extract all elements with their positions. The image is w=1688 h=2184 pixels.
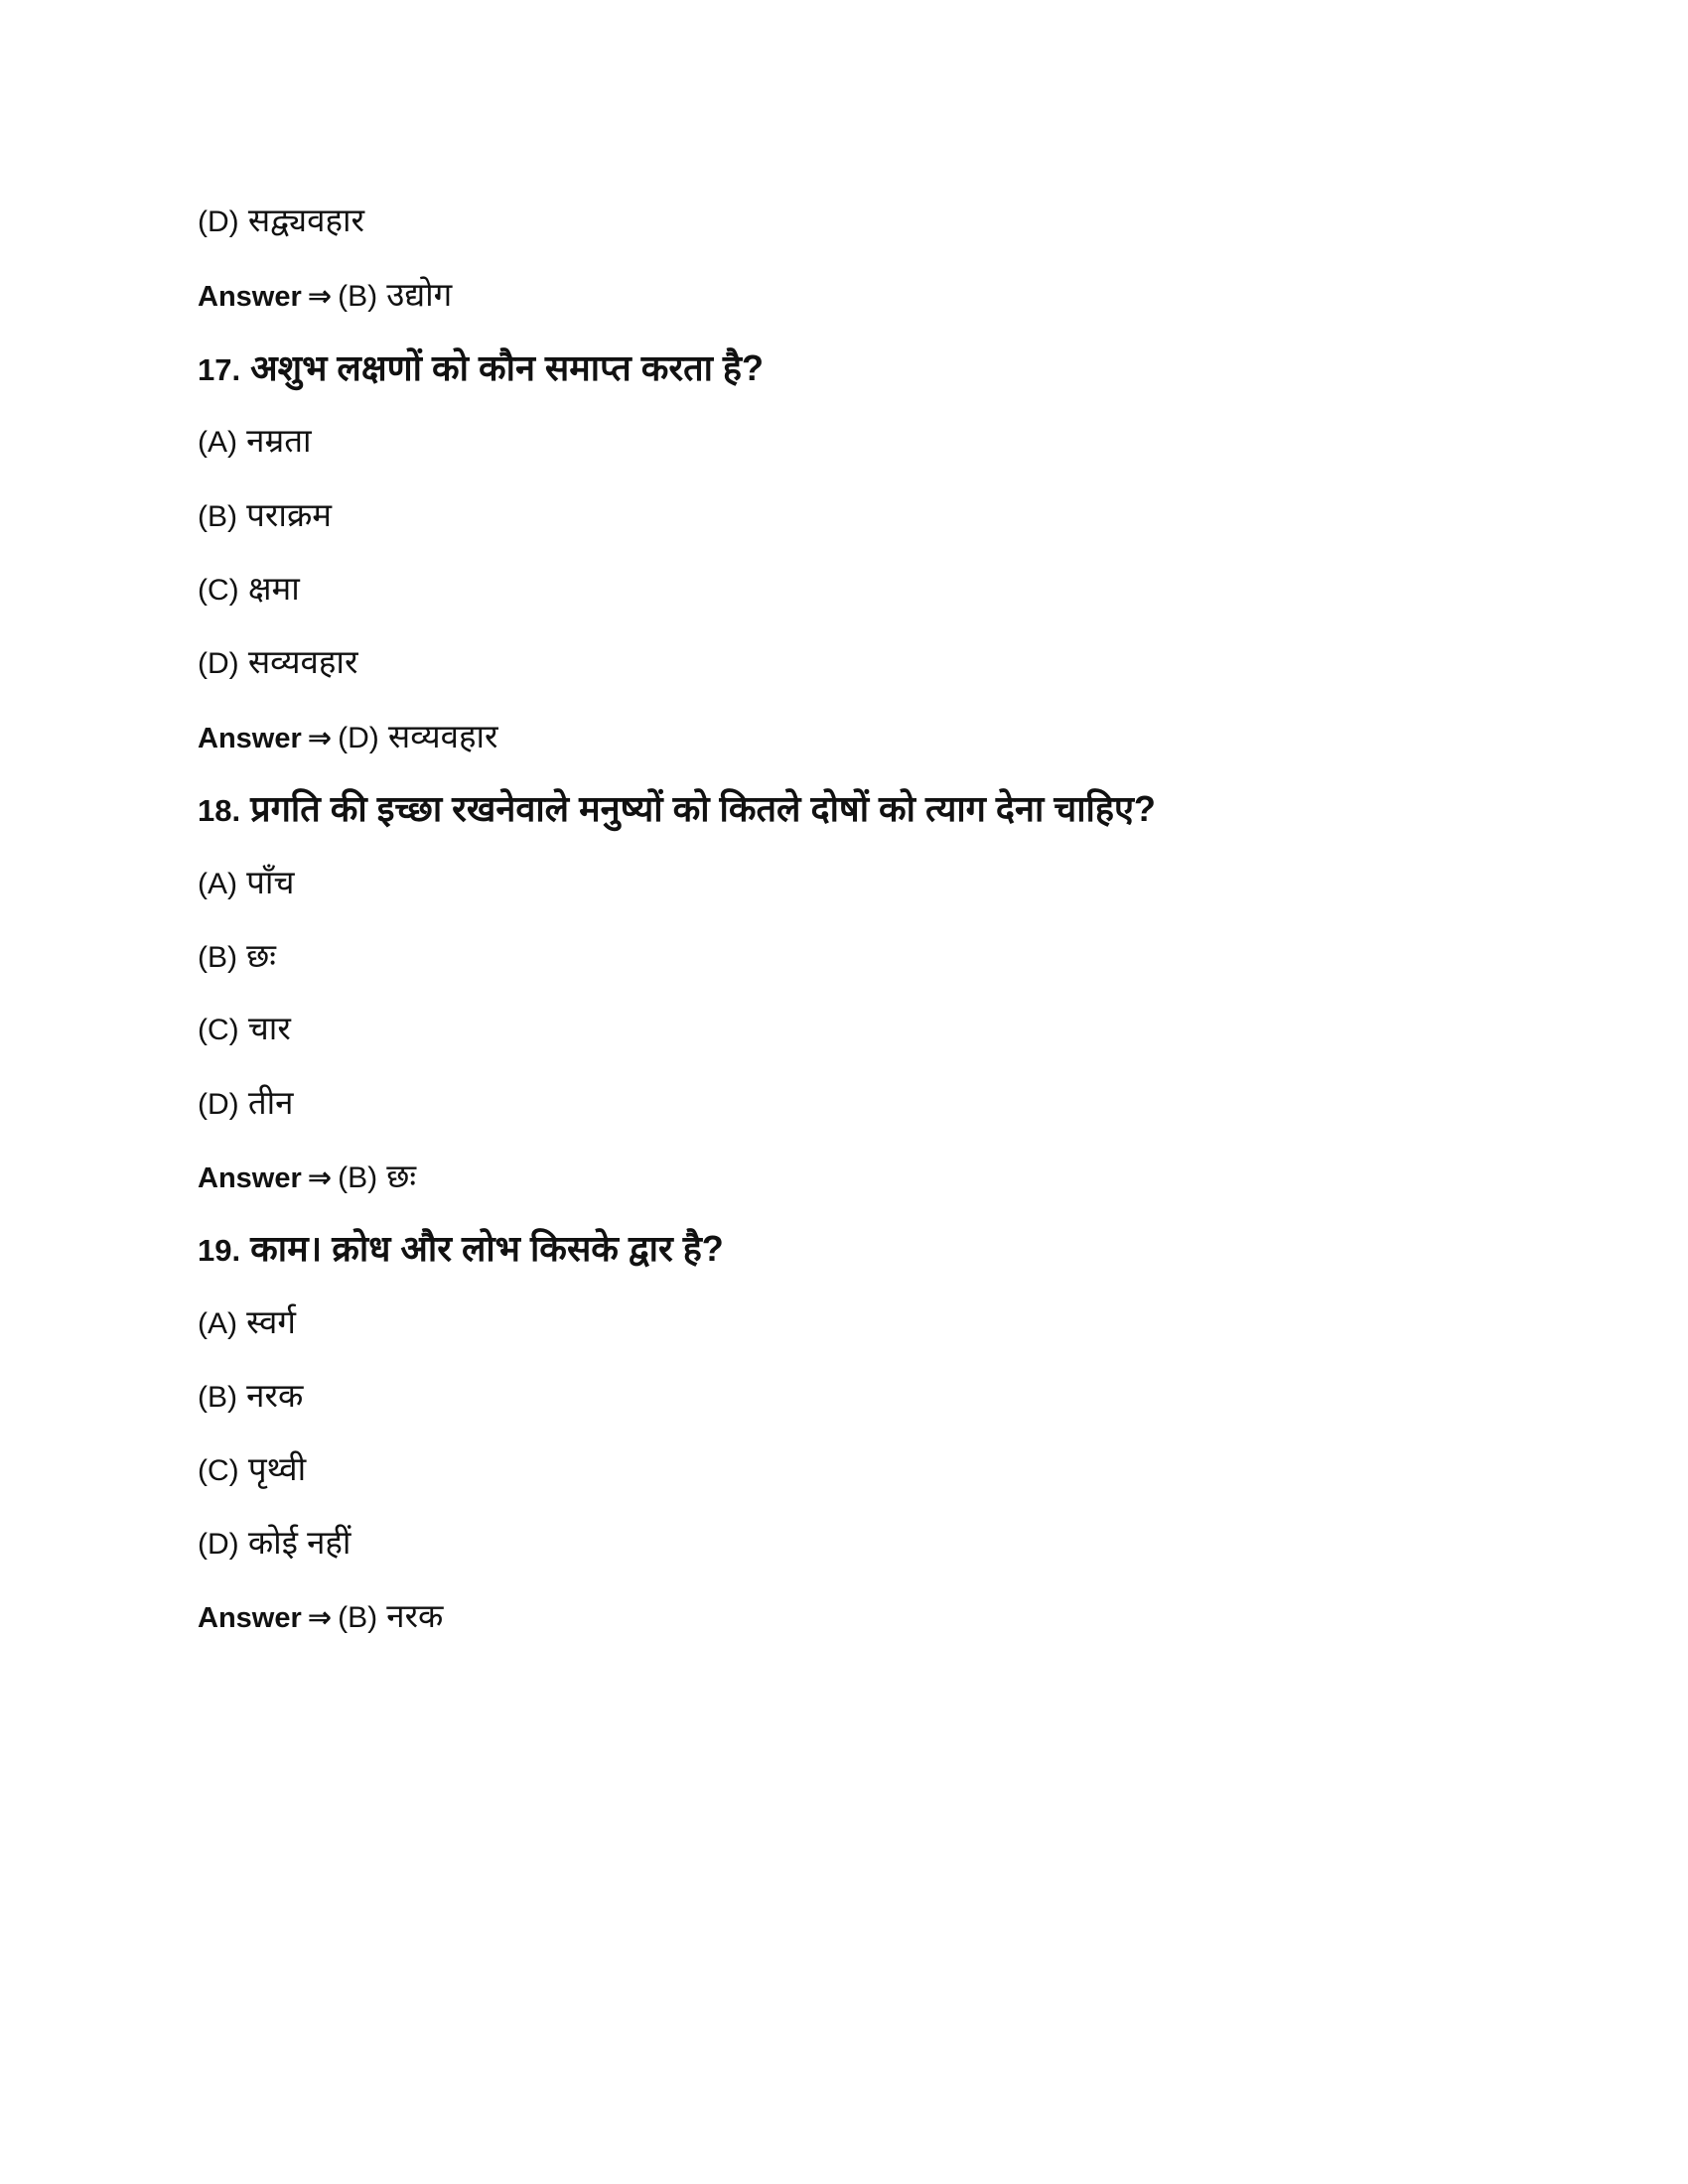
right-double-arrow-icon: ⇒ xyxy=(307,1602,333,1634)
question-18 xyxy=(198,788,1156,829)
option-text: क्षमा xyxy=(247,570,300,607)
option-label: (A) xyxy=(198,868,237,900)
option-text: चार xyxy=(247,1010,291,1046)
question-18-answer xyxy=(198,1160,416,1193)
question-19 xyxy=(198,1228,724,1269)
option-label: (C) xyxy=(198,1014,239,1046)
answer-text: उद्योग xyxy=(386,276,453,313)
answer-label: (B) xyxy=(338,1601,378,1634)
option-label: (B) xyxy=(198,1381,237,1414)
option-text: पृथ्वी xyxy=(247,1450,307,1487)
answer-prefix: Answer xyxy=(198,1162,302,1194)
question-18-option-b xyxy=(198,939,276,973)
question-number: 17. xyxy=(198,352,241,387)
question-number: 19. xyxy=(198,1233,241,1268)
question-18-option-a xyxy=(198,866,294,899)
option-text: पाँच xyxy=(246,864,295,900)
question-17-option-c xyxy=(198,572,300,606)
answer-text: नरक xyxy=(386,1597,444,1634)
option-text: सव्यवहार xyxy=(247,643,358,680)
question-19-answer xyxy=(198,1599,443,1633)
option-label: (C) xyxy=(198,574,239,607)
right-double-arrow-icon: ⇒ xyxy=(307,723,333,754)
option-d-prev xyxy=(198,204,364,237)
answer-prefix: Answer xyxy=(198,723,302,754)
answer-text: छः xyxy=(386,1158,417,1194)
option-label: (B) xyxy=(198,941,237,974)
option-text: नम्रता xyxy=(246,422,312,459)
option-text: कोई नहीं xyxy=(247,1524,352,1561)
right-double-arrow-icon: ⇒ xyxy=(307,281,333,313)
question-19-option-b xyxy=(198,1379,303,1413)
right-double-arrow-icon: ⇒ xyxy=(307,1162,333,1194)
question-17 xyxy=(198,347,765,388)
option-text: छः xyxy=(246,937,276,974)
option-text: स्वर्ग xyxy=(246,1303,296,1340)
answer-prev xyxy=(198,278,452,312)
question-17-answer xyxy=(198,720,498,753)
question-18-option-c xyxy=(198,1012,291,1045)
question-17-option-d xyxy=(198,645,357,679)
option-label: (B) xyxy=(198,500,237,533)
answer-label: (B) xyxy=(338,280,378,313)
option-label: (A) xyxy=(198,426,237,459)
question-text: प्रगति की इच्छा रखनेवाले मनुष्यों को कितले दोषों को त्याग देना चाहिए? xyxy=(250,788,1156,829)
option-label: (D) xyxy=(198,1528,239,1561)
option-text: तीन xyxy=(247,1084,294,1121)
question-17-option-b xyxy=(198,498,332,532)
option-label: (C) xyxy=(198,1454,239,1487)
option-label: (D) xyxy=(198,205,239,238)
question-number: 18. xyxy=(198,793,241,828)
answer-prefix: Answer xyxy=(198,1602,302,1634)
option-label: (A) xyxy=(198,1307,237,1340)
answer-label: (D) xyxy=(338,722,379,754)
question-19-option-c xyxy=(198,1452,306,1486)
answer-text: सव्यवहार xyxy=(387,718,498,754)
option-text: नरक xyxy=(246,1377,304,1414)
option-text: सद्व्यवहार xyxy=(247,202,365,238)
answer-label: (B) xyxy=(338,1161,378,1194)
question-17-option-a xyxy=(198,424,312,458)
question-text: काम। क्रोध और लोभ किसके द्वार है? xyxy=(250,1228,724,1269)
option-label: (D) xyxy=(198,1088,239,1121)
question-19-option-a xyxy=(198,1305,296,1339)
question-18-option-d xyxy=(198,1086,294,1120)
option-label: (D) xyxy=(198,647,239,680)
question-text: अशुभ लक्षणों को कौन समाप्त करता है? xyxy=(250,347,765,388)
answer-prefix: Answer xyxy=(198,281,302,313)
option-text: पराक्रम xyxy=(246,496,333,533)
question-19-option-d xyxy=(198,1526,351,1560)
